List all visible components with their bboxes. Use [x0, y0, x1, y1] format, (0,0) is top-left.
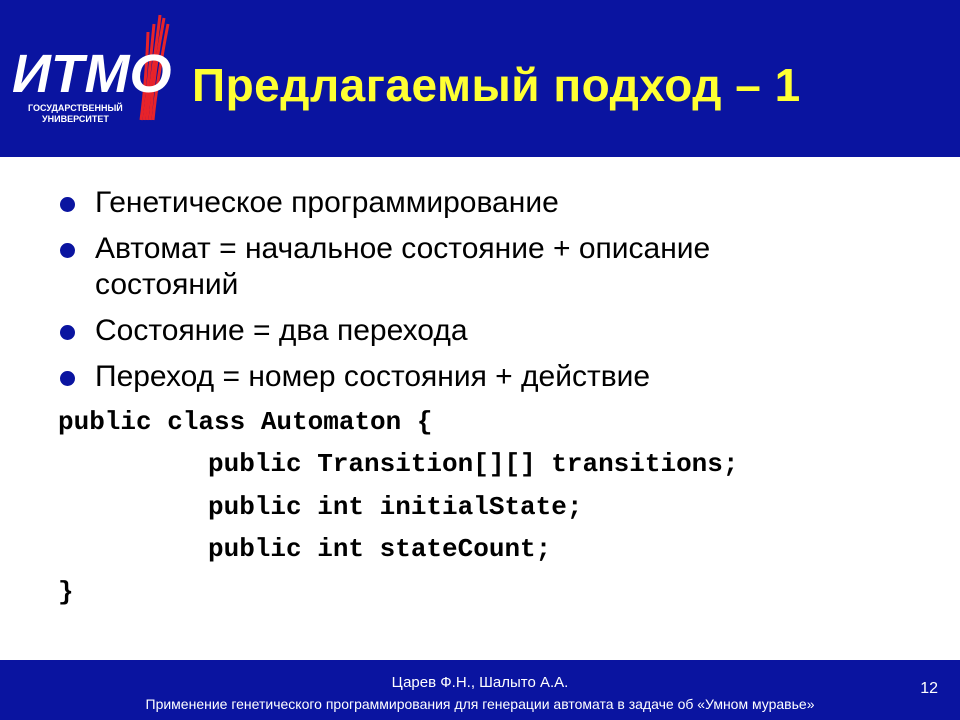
bullet-item	[58, 313, 855, 349]
bullet-item	[58, 231, 855, 303]
bullet-item	[58, 359, 855, 395]
bullet-dot-icon	[60, 243, 75, 258]
bullet-dot-icon	[60, 325, 75, 340]
bullet-item	[58, 185, 855, 221]
code-line: public int stateCount;	[208, 534, 552, 564]
logo-wordmark: ИТМО	[12, 44, 172, 104]
code-line: public Transition[][] transitions;	[208, 449, 739, 479]
page-number: 12	[920, 680, 938, 697]
bullet-dot-icon	[60, 197, 75, 212]
bullet-text: Состояние = два перехода	[95, 314, 468, 347]
bullet-text: Генетическое программирование	[95, 186, 559, 219]
code-line: }	[58, 577, 74, 607]
logo-subtitle-line2: УНИВЕРСИТЕТ	[42, 114, 109, 124]
slide-header	[0, 0, 960, 157]
bullet-text: Автомат = начальное состояние + описание состояний	[95, 232, 711, 301]
slide-title: Предлагаемый подход – 1	[192, 59, 801, 111]
slide-content	[0, 157, 960, 660]
footer-authors: Царев Ф.Н., Шалыто А.А.	[391, 674, 569, 691]
code-line: public class Automaton {	[58, 407, 433, 437]
slide-footer	[0, 660, 960, 720]
bullet-dot-icon	[60, 371, 75, 386]
bullet-text: Переход = номер состояния + действие	[95, 360, 651, 393]
itmo-logo	[10, 10, 185, 130]
code-line: public int initialState;	[208, 492, 583, 522]
footer-subtitle: Применение генетического программирования для генерации автомата в задаче об «Умном муравье»	[145, 696, 815, 712]
logo-subtitle-line1: ГОСУДАРСТВЕННЫЙ	[28, 103, 123, 113]
